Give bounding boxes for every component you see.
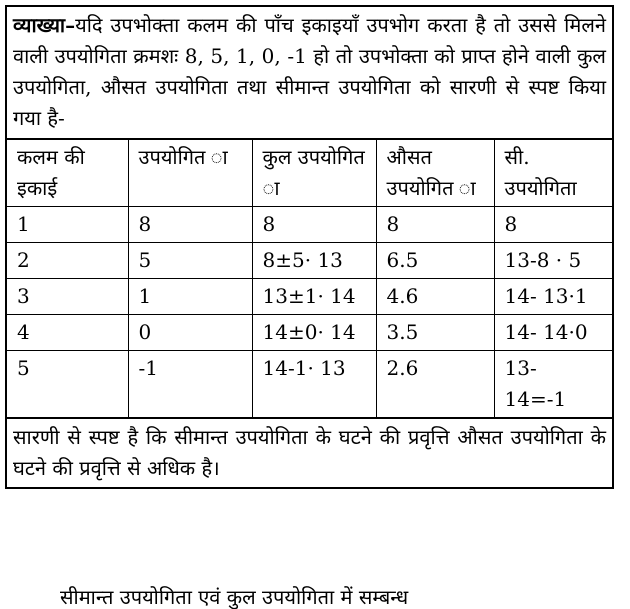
table-cell: 8 (376, 207, 494, 243)
header-cell: उपयोगित ा (128, 140, 252, 207)
table-cell: 4 (7, 315, 128, 351)
table-cell: 8 (252, 207, 376, 243)
table-cell: 3 (7, 279, 128, 315)
table-cell: 3.5 (376, 315, 494, 351)
table-cell: 1 (128, 279, 252, 315)
table-cell: 1 (7, 207, 128, 243)
table-cell: -1 (128, 351, 252, 419)
table-cell: 8±5· 13 (252, 243, 376, 279)
table-row (7, 351, 612, 419)
table-cell: 0 (128, 315, 252, 351)
header-cell: कलम की इकाई (7, 140, 128, 207)
table-cell: 8 (128, 207, 252, 243)
utility-table (7, 140, 612, 419)
table-cell: 5 (7, 351, 128, 419)
table-row (7, 243, 612, 279)
header-cell: औसत उपयोगित ा (376, 140, 494, 207)
table-cell: 4.6 (376, 279, 494, 315)
table-cell: 6.5 (376, 243, 494, 279)
table-cell: 14±0· 14 (252, 315, 376, 351)
header-cell: सी. उपयोगिता (494, 140, 612, 207)
table-cell: 8 (494, 207, 612, 243)
cutoff-text: सीमान्त उपयोगिता एवं कुल उपयोगिता में सम्बन्ध (60, 585, 409, 609)
table-row (7, 279, 612, 315)
intro-paragraph (7, 7, 612, 140)
table-cell: 2.6 (376, 351, 494, 419)
header-cell: कुल उपयोगित ा (252, 140, 376, 207)
table-cell: 5 (128, 243, 252, 279)
intro-text: यदि उपभोक्ता कलम की पाँच इकाइयाँ उपभोग करता है तो उससे मिलने वाली उपयोगिता क्रमशः 8, 5, 1, 0, -1 हो तो उपभोक्ता को प्राप्त होने वाली कुल उपयोगिता, औसत उपयोगिता तथा सीमान्त उपयोगिता को सारणी से स्पष्ट किया गया है- (13, 13, 606, 130)
table-header-row (7, 140, 612, 207)
table-cell: 13±1· 14 (252, 279, 376, 315)
table-cell: 2 (7, 243, 128, 279)
table-cell: 14- 14·0 (494, 315, 612, 351)
table-cell: 14- 13·1 (494, 279, 612, 315)
conclusion-paragraph: सारणी से स्पष्ट है कि सीमान्त उपयोगिता के घटने की प्रवृत्ति औसत उपयोगिता के घटने की प्रवृत्ति से अधिक है। (13, 425, 606, 480)
intro-lead: व्याख्या– (13, 13, 76, 37)
cutoff-next-line (0, 585, 630, 609)
content-frame (5, 5, 614, 489)
table-cell: 13- 14=-1 (494, 351, 612, 419)
table-row (7, 207, 612, 243)
table-cell: 13-8 · 5 (494, 243, 612, 279)
table-row (7, 315, 612, 351)
table-cell: 14-1· 13 (252, 351, 376, 419)
